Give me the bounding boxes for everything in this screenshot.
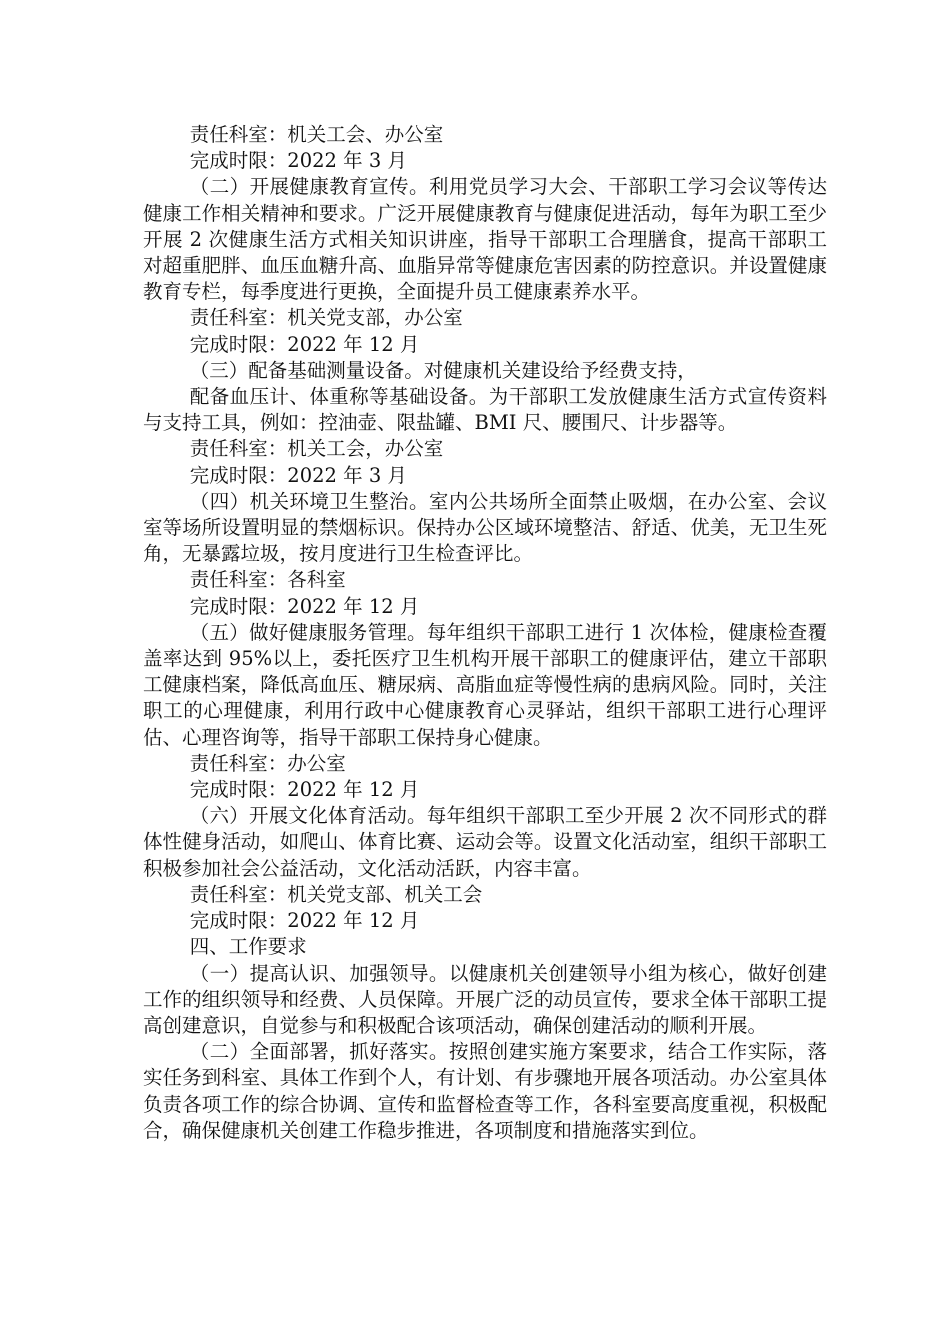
section-heading-work-requirements: 四、工作要求 [189,935,307,959]
responsible-office: 责任科室：各科室 [189,568,346,592]
requirement-item-1: （一）提高认识、加强领导。以健康机关创建领导小组为核心，做好创建工作的组织领导和经费、人员保障。开展广泛的动员宣传，要求全体干部职工提高创建意识，自觉参与和积极配合该项活动，确保创建活动的顺利开展。 [143,961,827,1037]
section-item-6-culture-sports: （六）开展文化体育活动。每年组织干部职工至少开展 2 次不同形式的群体性健身活动，如爬山、体育比赛、运动会等。设置文化活动室，组织干部职工积极参加社会公益活动，文化活动活跃，内容丰富。 [143,804,827,880]
document-page [143,122,827,1144]
deadline: 完成时限：2022 年 3 月 [189,149,407,173]
deadline: 完成时限：2022 年 12 月 [189,594,420,618]
responsible-office: 责任科室：机关党支部、机关工会 [189,882,483,906]
deadline: 完成时限：2022 年 12 月 [189,909,420,933]
section-item-5-health-service: （五）做好健康服务管理。每年组织干部职工进行 1 次体检，健康检查覆盖率达到 95%以上，委托医疗卫生机构开展干部职工的健康评估，建立干部职工健康档案，降低高血压、糖尿病、高脂血症等慢性病的患病风险。同时，关注职工的心理健康，利用行政中心健康教育心灵驿站，组织干部职工进行心理评估、心理咨询等，指导干部职工保持身心健康。 [143,620,827,749]
responsible-office: 责任科室：机关工会、办公室 [189,123,444,146]
deadline: 完成时限：2022 年 3 月 [189,463,407,487]
requirement-item-2: （二）全面部署，抓好落实。按照创建实施方案要求，结合工作实际，落实任务到科室、具体工作到个人，有计划、有步骤地开展各项活动。办公室具体负责各项工作的综合协调、宣传和监督检查等工作，各科室要高度重视，积极配合，确保健康机关创建工作稳步推进，各项制度和措施落实到位。 [143,1040,827,1142]
section-item-3-heading: （三）配备基础测量设备。对健康机关建设给予经费支持， [189,358,697,382]
section-item-2-health-education: （二）开展健康教育宣传。利用党员学习大会、干部职工学习会议等传达健康工作相关精神和要求。广泛开展健康教育与健康促进活动，每年为职工至少开展 2 次健康生活方式相关知识讲座，指导干部职工合理膳食，提高干部职工对超重肥胖、血压血糖升高、血脂异常等健康危害因素的防控意识。并设置健康教育专栏，每季度进行更换，全面提升员工健康素养水平。 [143,175,827,304]
responsible-office: 责任科室：办公室 [189,751,346,775]
section-item-4-environment: （四）机关环境卫生整治。室内公共场所全面禁止吸烟，在办公室、会议室等场所设置明显的禁烟标识。保持办公区域环境整洁、舒适、优美，无卫生死角，无暴露垃圾，按月度进行卫生检查评比。 [143,489,827,566]
section-item-3-body: 配备血压计、体重称等基础设备。为干部职工发放健康生活方式宣传资料与支持工具，例如：控油壶、限盐罐、BMI 尺、腰围尺、计步器等。 [143,385,827,435]
responsible-office: 责任科室：机关工会，办公室 [189,437,444,461]
deadline: 完成时限：2022 年 12 月 [189,778,420,802]
deadline: 完成时限：2022 年 12 月 [189,332,420,356]
responsible-office: 责任科室：机关党支部，办公室 [189,306,463,330]
